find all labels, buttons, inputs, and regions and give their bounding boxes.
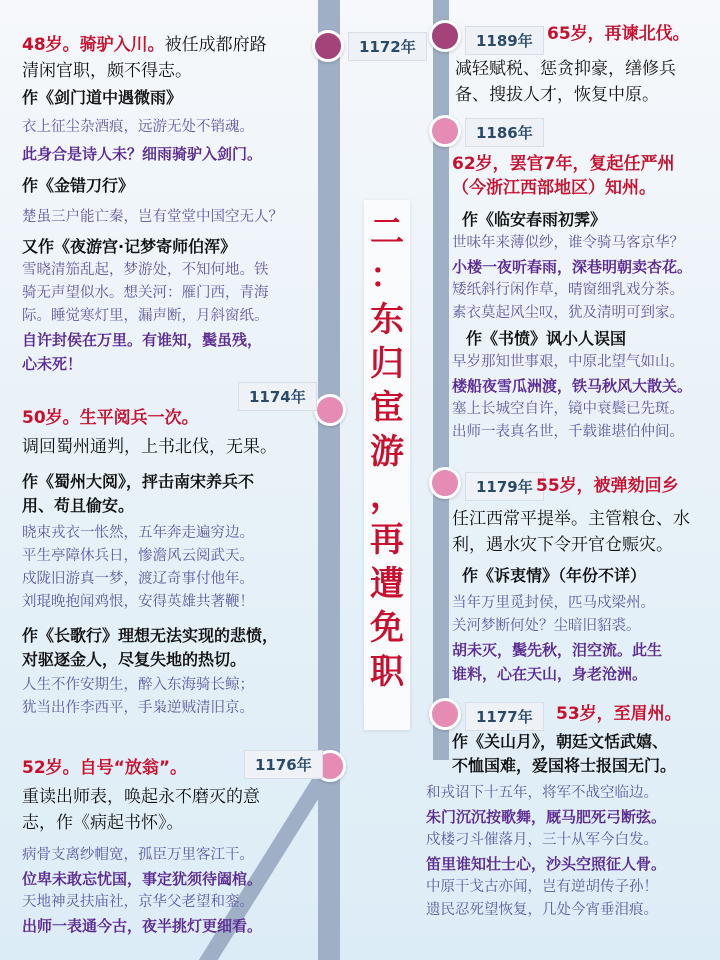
poem-line: 遗民忍死望恢复，几处今宵垂泪痕。: [426, 902, 658, 918]
year-tag-1177: 1177年: [465, 702, 544, 731]
poem-line: 矮纸斜行闲作草，晴窗细乳戏分茶。: [452, 282, 684, 298]
entry-age-event: 55岁，被弹劾回乡: [536, 476, 679, 496]
poem-line-highlight: 小楼一夜听春雨，深巷明朝卖杏花。: [452, 258, 693, 276]
poem-line-highlight: 出师一表通今古，夜半挑灯更细看。: [22, 917, 263, 935]
entry-1186: [452, 152, 720, 444]
entry-body: 重读出师表，唤起永不磨灭的意: [22, 787, 260, 807]
entry-1172: [22, 32, 322, 376]
poem-line: 关河梦断何处？尘暗旧貂裘。: [452, 618, 641, 634]
poem-line-highlight: 位卑未敢忘忧国，事定犹须待阖棺。: [22, 870, 263, 888]
poem-line: 骑无声望似水。想关河：雁门西，青海: [22, 285, 269, 301]
poem-line: 当年万里觅封侯，匹马戍梁州。: [452, 595, 655, 611]
year-tag-1172: 1172年: [348, 32, 427, 61]
poem-line: 刘琨晚抱闻鸡恨，安得英雄共著鞭！: [22, 594, 254, 610]
poem-line-highlight: 心未死！: [22, 355, 83, 373]
entry-1177: [426, 702, 720, 922]
poem-line: 世味年来薄似纱，谁令骑马客京华？: [452, 235, 684, 251]
entry-age-event: 62岁，罢官7年，复起任严州: [452, 154, 675, 174]
entry-age-event: 52岁。自号“放翁”。: [22, 758, 188, 778]
work-title: 作《蜀州大阅》，抨击南宋养兵不: [22, 472, 255, 491]
banner-char: 再: [370, 520, 404, 560]
poem-line: 和戎诏下十五年，将军不战空临边。: [426, 785, 658, 801]
timeline-road-right: [433, 0, 449, 760]
poem-line: 平生亭障休兵日，惨澹风云阅武天。: [22, 548, 254, 564]
banner-char: 职: [370, 652, 404, 692]
poem-line: 际。睡觉寒灯里，漏声断，月斜窗纸。: [22, 308, 269, 324]
poem-line: 戍陇旧游真一梦，渡辽奇事付他年。: [22, 571, 254, 587]
entry-body: 清闲官职，颇不得志。: [22, 61, 192, 81]
banner-char: 二: [370, 212, 404, 252]
work-title: 又作《夜游宫·记梦寄师伯浑》: [22, 237, 237, 256]
year-tag-1189: 1189年: [465, 26, 544, 55]
entry-age-event: 65岁，再谏北伐。: [547, 24, 690, 44]
entry-body: 利，遇水灾下令开官仓赈灾。: [452, 535, 673, 555]
banner-char: ，: [370, 476, 404, 516]
entry-heading: [22, 32, 322, 58]
work-title: 作《诉衷情》（年份不详）: [462, 566, 647, 585]
work-title: 作《临安春雨初霁》: [462, 210, 607, 229]
poem-line: 衣上征尘杂酒痕，远游无处不销魂。: [22, 119, 254, 135]
poem-line: 病骨支离纱帽宽，孤臣万里客江干。: [22, 847, 254, 863]
poem-line: 楚虽三户能亡秦，岂有堂堂中国空无人？: [22, 209, 283, 225]
banner-char: 归: [370, 344, 404, 384]
poem-line-highlight: 楼船夜雪瓜洲渡，铁马秋风大散关。: [452, 377, 693, 395]
entry-heading-tail: 被任成都府路: [164, 35, 267, 55]
banner-char: ：: [370, 256, 404, 296]
poem-line-highlight: 此身合是诗人未？细雨骑驴入剑门。: [22, 145, 263, 163]
banner-char: 宦: [370, 388, 404, 428]
poem-line-highlight: 胡未灭，鬓先秋，泪空流。此生: [452, 641, 663, 659]
poem-line: 人生不作安期生，醉入东海骑长鲸；: [22, 677, 254, 693]
entry-body: 调回蜀州通判，上书北伐，无果。: [22, 437, 277, 457]
entry-1174: [22, 406, 322, 720]
poem-line: 雪晓清笳乱起，梦游处，不知何地。铁: [22, 262, 269, 278]
timeline-dot-1186: [429, 115, 461, 147]
poem-line: 塞上长城空自许，镜中衰鬓已先斑。: [452, 401, 684, 417]
poem-line: 晓束戎衣一怅然，五年奔走遍穷边。: [22, 525, 254, 541]
entry-age-event: （今浙江西部地区）知州。: [452, 178, 656, 198]
entry-body: 任江西常平提举。主管粮仓、水: [452, 509, 690, 529]
year-tag-1174: 1174年: [238, 382, 317, 411]
work-title: 不恤国难，爱国将士报国无门。: [452, 756, 677, 775]
entry-1176: [22, 756, 322, 938]
entry-age-event: 53岁，至眉州。: [556, 704, 682, 724]
poem-line: 素衣莫起风尘叹，犹及清明可到家。: [452, 305, 684, 321]
banner-char: 遭: [370, 564, 404, 604]
work-title: 作《长歌行》理想无法实现的悲愤，: [22, 626, 279, 645]
entry-1179: [452, 474, 720, 686]
poem-line: 犹当出作李西平，手枭逆贼清旧京。: [22, 700, 254, 716]
poem-line: 早岁那知世事艰，中原北望气如山。: [452, 354, 684, 370]
work-title: 作《剑门道中遇微雨》: [22, 88, 183, 107]
work-title: 对驱逐金人，尽复失地的热切。: [22, 650, 247, 669]
poem-line-highlight: 笛里谁知壮士心，沙头空照征人骨。: [426, 855, 667, 873]
year-tag-1186: 1186年: [465, 118, 544, 147]
entry-body: 志，作《病起书怀》。: [22, 813, 184, 833]
entry-age-event: 50岁。生平阅兵一次。: [22, 408, 199, 428]
work-title: 作《书愤》讽小人误国: [466, 329, 627, 348]
entry-age-event: 48岁。骑驴入川。: [22, 35, 165, 55]
entry-1189: [455, 22, 720, 108]
entry-body: 减轻赋税、惩贪抑豪，缮修兵: [455, 59, 676, 79]
entry-body: 备、搜拔人才，恢复中原。: [455, 85, 659, 105]
year-tag-1179: 1179年: [465, 472, 544, 501]
work-title: 作《关山月》，朝廷文恬武嬉、: [452, 732, 669, 751]
poem-line: 中原干戈古亦闻，岂有逆胡传子孙！: [426, 879, 658, 895]
banner-char: 东: [370, 300, 404, 340]
poem-line: 天地神灵扶庙社，京华父老望和銮。: [22, 894, 254, 910]
poem-line: 出师一表真名世，千载谁堪伯仲间。: [452, 424, 684, 440]
poem-line: 戍楼刁斗催落月，三十从军今白发。: [426, 832, 658, 848]
banner-char: 免: [370, 608, 404, 648]
poem-line-highlight: 自许封侯在万里。有谁知，鬓虽残，: [22, 331, 263, 349]
banner-char: 游: [370, 432, 404, 472]
work-title: 作《金错刀行》: [22, 176, 135, 195]
section-title-banner: [364, 200, 410, 730]
poem-line-highlight: 谁料，心在天山，身老沧洲。: [452, 665, 648, 683]
work-title: 用、苟且偷安。: [22, 496, 135, 515]
year-tag-1176: 1176年: [244, 750, 323, 779]
poem-line-highlight: 朱门沉沉按歌舞，厩马肥死弓断弦。: [426, 808, 667, 826]
